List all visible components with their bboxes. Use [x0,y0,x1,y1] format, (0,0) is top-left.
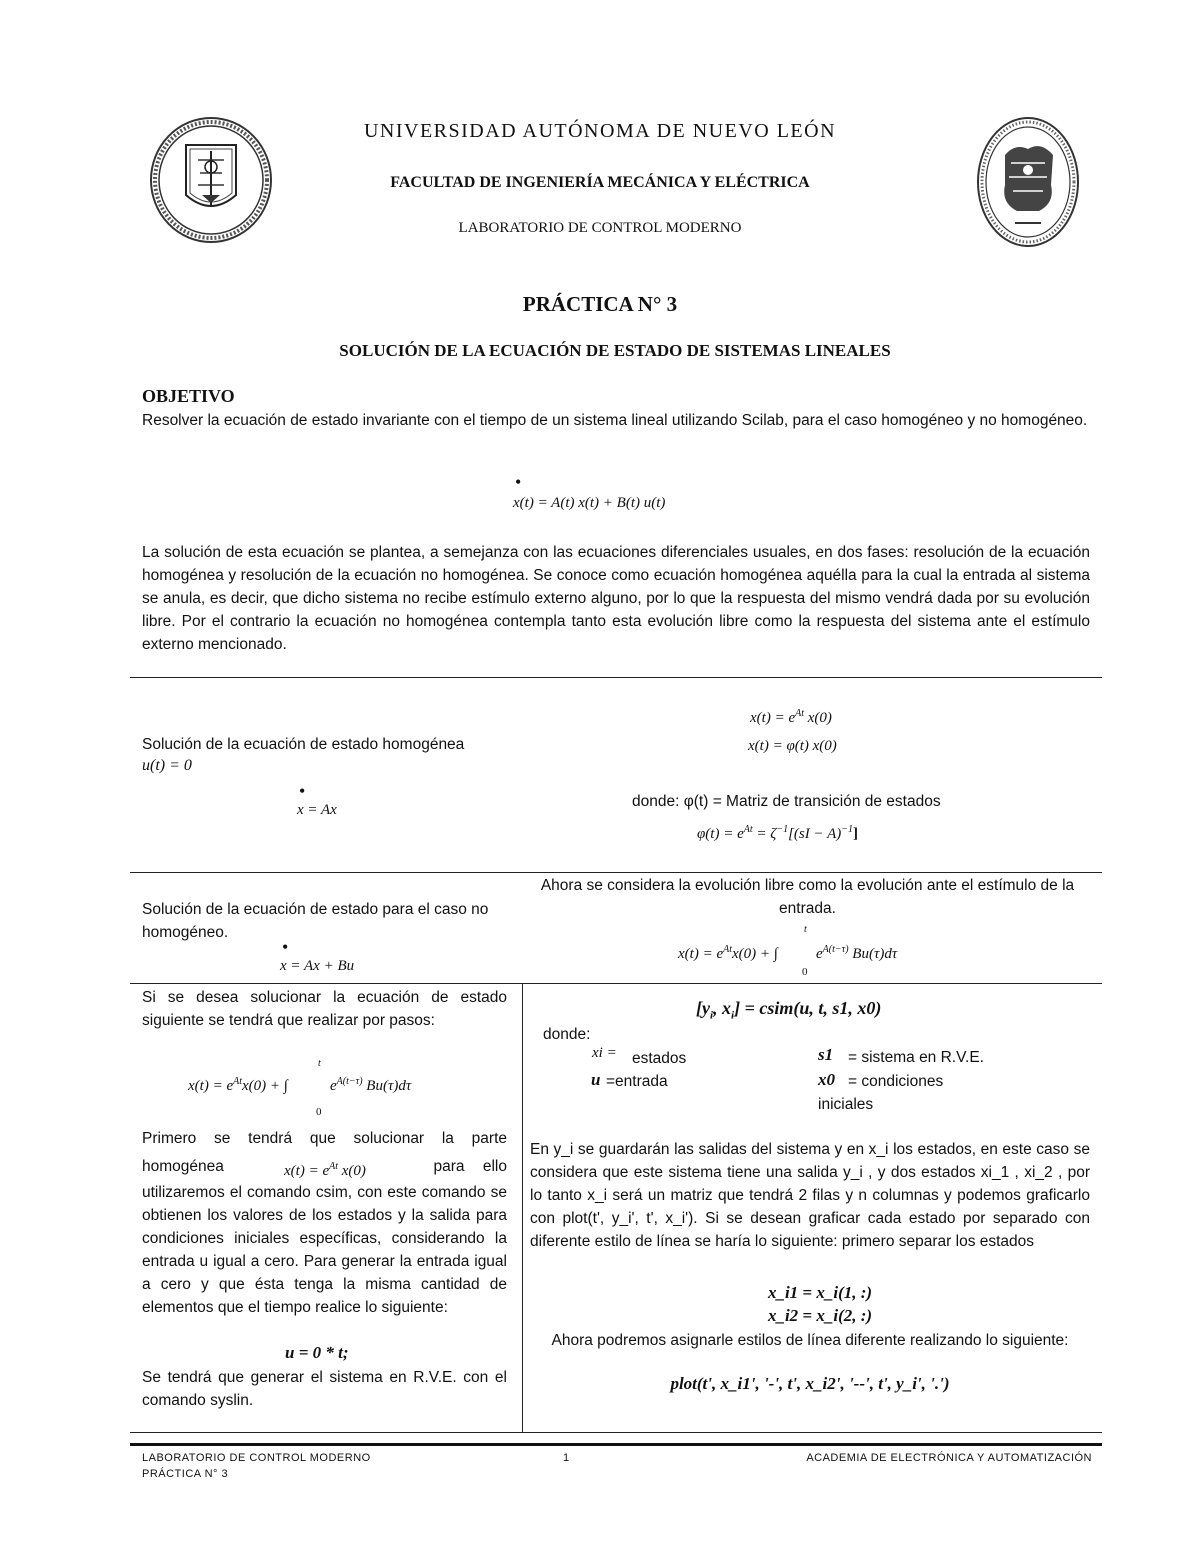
nonhomogeneous-description: Ahora se considera la evolución libre como la evolución ante el estímulo de la entrada. [540,877,1075,917]
transition-matrix-definition: donde: φ(t) = Matriz de transición de estados [632,793,941,810]
state2-separation: x_i2 = x_i(2, :) [767,1306,873,1325]
steps-intro: Si se desea solucionar la ecuación de estado siguiente se tendrá que realizar por pasos: [142,989,507,1029]
s1-symbol: s1 [818,1045,834,1064]
objective-text: Resolver la ecuación de estado invariante con el tiempo de un sistema lineal utilizando Scilab, para el caso homogéneo y no homogéneo. [142,412,1088,429]
footer-page-number: 1 [563,1452,570,1464]
intro-paragraph: La solución de esta ecuación se plantea, a semejanza con las ecuaciones diferenciales usuales, en dos fases: resolución de la ecuación homogénea y resolución de la ecuación no homogénea. Se conoce como ecuación homogénea aquélla para la cual la entrada al sistema se anula, es decir, que dicho sistema no recibe estímulo externo alguno, por lo que la respuesta del mismo vendrá dada por su evolución libre. Por el contrario la ecuación no homogénea contempla tanto esta evolución libre como la respuesta del sistema ante el estímulo externo mencionado. [142,544,1090,653]
divider-top [130,677,1102,678]
x0-symbol: x0 [818,1070,835,1089]
x0-description: = condiciones iniciales [818,1073,944,1113]
xi-symbol: xi = [592,1045,617,1061]
transition-matrix-equation: $\varphi(t) = e^{At} = \zeta^{-1}[(sI - A)^{-1}]$ [697,824,859,842]
footer-practice: PRÁCTICA N° 3 [142,1468,229,1480]
xi-description: estados [632,1050,687,1067]
zero-input-command: u = 0 * t; [285,1343,349,1362]
steps-equation: $x(t) = e^{At}x(0)$ + ∫ t 0 $e^{A(t-\tau)}$ Bu(τ)dτ [188,1058,412,1118]
uanl-seal-logo [148,115,274,245]
step2-paragraph: Se tendrá que generar el sistema en R.V.E. con el comando syslin. [142,1369,507,1409]
line-styles-paragraph: Ahora podremos asignarle estilos de línea diferente realizando lo siguiente: [551,1332,1069,1349]
state1-separation: x_i1 = x_i(1, :) [767,1283,873,1302]
divider-vertical [522,983,523,1432]
divider-row2 [130,872,1102,873]
homogeneous-condition: u(t) = 0 [142,757,192,774]
step1-line2: homogénea $x(t) = e^{At}$ x(0) para ello [142,1158,507,1179]
nonhomogeneous-solution: $x(t) = e^{At}x(0)$ + ∫ t 0 $e^{A(t-\tau)}$ Bu(τ)dτ [678,924,898,978]
divider-row3 [130,983,1102,984]
practice-number: PRÁCTICA N° 3 [522,292,678,316]
practice-title: SOLUCIÓN DE LA ECUACIÓN DE ESTADO DE SISTEMAS LINEALES [339,341,891,360]
csim-where: donde: [543,1026,591,1043]
csim-command: [$y_i$, $x_i$] = csim(u, t, s1, x0) [696,998,882,1022]
step1-paragraph: utilizaremos el comando csim, con este comando se obtienen los valores de los estados y la salida para condiciones iniciales específicas, considerando la entrada u igual a cero. Para generar la entrada igual a cero y que ésta tenga la misma cantidad de elementos que el tiempo realice lo siguiente: [142,1184,507,1316]
footer-lab: LABORATORIO DE CONTROL MODERNO [142,1452,371,1464]
u-description: =entrada [606,1073,668,1090]
objective-heading: OBJETIVO [142,386,235,406]
fime-seal-logo [975,115,1081,250]
step1-line1: Primero se tendrá que solucionar la parte [142,1130,507,1147]
laboratory-name: LABORATORIO DE CONTROL MODERNO [458,220,742,236]
divider-bottom [130,1432,1102,1433]
s1-description: = sistema en R.V.E. [848,1049,984,1066]
footer-rule [130,1443,1102,1446]
plot-command: plot(t', x_i1', '-', t', x_i2', '--', t', y_i', '.') [670,1374,950,1393]
footer-academy: ACADEMIA DE ELECTRÓNICA Y AUTOMATIZACIÓN [806,1452,1092,1464]
faculty-name: FACULTAD DE INGENIERÍA MECÁNICA Y ELÉCTRICA [390,174,810,191]
homogeneous-label: Solución de la ecuación de estado homogénea [142,736,465,753]
u-symbol: u [591,1070,601,1089]
homogeneous-solution: $x(t) = e^{At}$ x(0) [750,708,832,726]
transition-solution: x(t) = φ(t) x(0) [748,738,837,754]
nonhomogeneous-label: Solución de la ecuación de estado para el caso no homogéneo. [142,901,489,941]
outputs-paragraph: En y_i se guardarán las salidas del sistema y en x_i los estados, en este caso se considera que este sistema tiene una salida y_i , y dos estados xi_1 , xi_2 , por lo tanto x_i será un matriz que tendrá 2 filas y n columnas y podemos graficarlo con plot(t', y_i', t', x_i'). Si se desean graficar cada estado por separado con diferente estilo de línea se haría lo siguiente: primero separar los estados [530,1141,1090,1250]
university-name: UNIVERSIDAD AUTÓNOMA DE NUEVO LEÓN [363,120,837,142]
